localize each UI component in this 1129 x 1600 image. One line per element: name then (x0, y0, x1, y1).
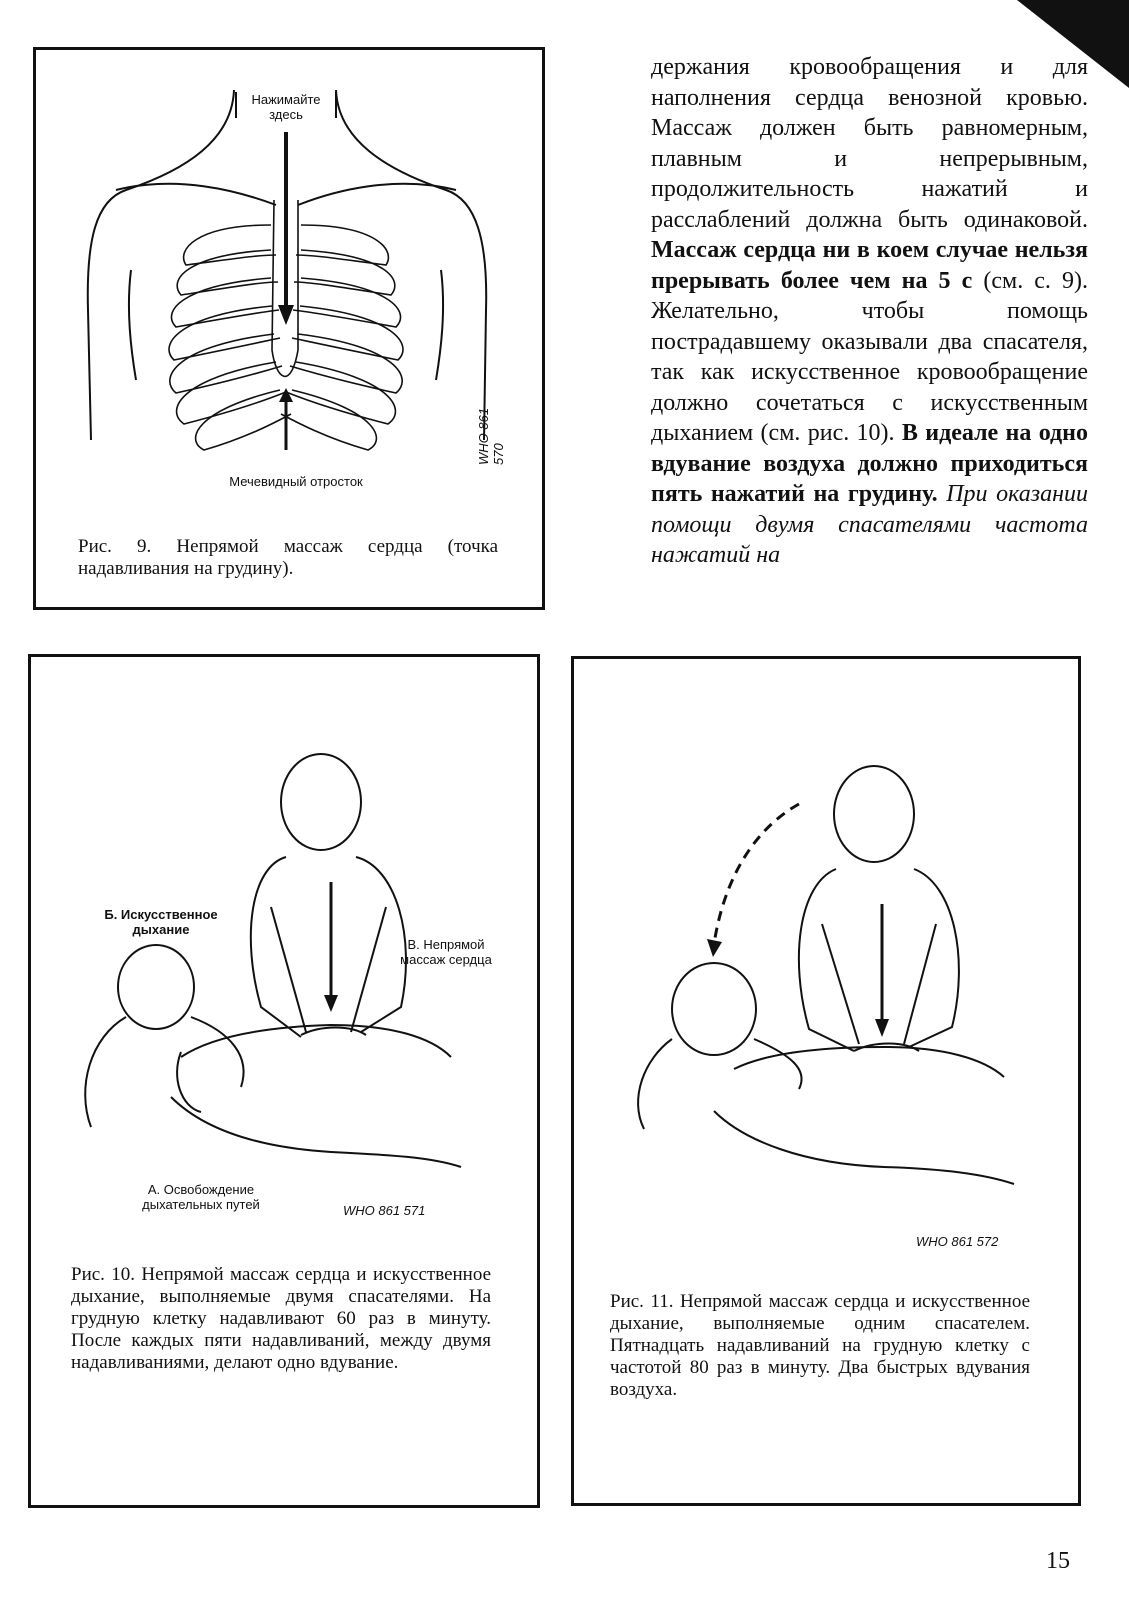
xiphoid-label: Мечевидный отросток (229, 474, 363, 489)
figure-caption: Рис. 9. Непрямой массаж сердца (точка надавливания на грудину). (78, 536, 498, 579)
figure-9 (33, 47, 545, 610)
figure-caption: Рис. 10. Непрямой массаж сердца и искусственное дыхание, выполняемые двумя спасателями. На грудную клетку надавливают 60 раз в минуту. После каждых пяти надавливаний, между двумя надавливаниями, делают одно вдувание. (71, 1264, 491, 1373)
figure-caption: Рис. 11. Непрямой массаж сердца и искусственное дыхание, выполняемые одним спасателем. Пятнадцать надавливаний на грудную клетку с частотой 80 раз в минуту. Два быстрых вдувания воздуха. (610, 1291, 1030, 1400)
figure-10 (28, 654, 540, 1508)
who-code: WHO 861 572 (916, 1234, 999, 1249)
page-number: 15 (1046, 1548, 1070, 1574)
one-rescuer-cpr-illustration (574, 659, 1078, 1259)
press-here-label: Нажимайте здесь (251, 92, 321, 122)
label-airway: А. Освобождение дыхательных путей (142, 1182, 260, 1212)
who-code: WHO 861 570 (476, 407, 506, 465)
label-artificial-breathing: Б. Искусственное дыхание (104, 907, 218, 937)
figure-11 (571, 656, 1081, 1506)
body-text: держания кровообращения и для наполнения сердца венозной кровью. Массаж должен быть равномерным, плавным и непрерывным, продолжительность нажатий и расслаблений должна быть одинаковой. Массаж сердца ни в коем случае нельзя прерывать более чем на 5 с (см. с. 9). Желательно, чтобы помощь пострадавшему оказывали два спасателя, так как искусственное кровообращение должно сочетаться с искусственным дыханием (см. рис. 10). В идеале на одно вдувание воздуха должно приходиться пять нажатий на грудину. При оказании помощи двумя спасателями частота нажатий на (651, 54, 1089, 568)
label-chest-compression: В. Непрямой массаж сердца (400, 937, 492, 967)
who-code: WHO 861 571 (343, 1203, 426, 1218)
chest-ribcage-illustration (36, 50, 542, 607)
